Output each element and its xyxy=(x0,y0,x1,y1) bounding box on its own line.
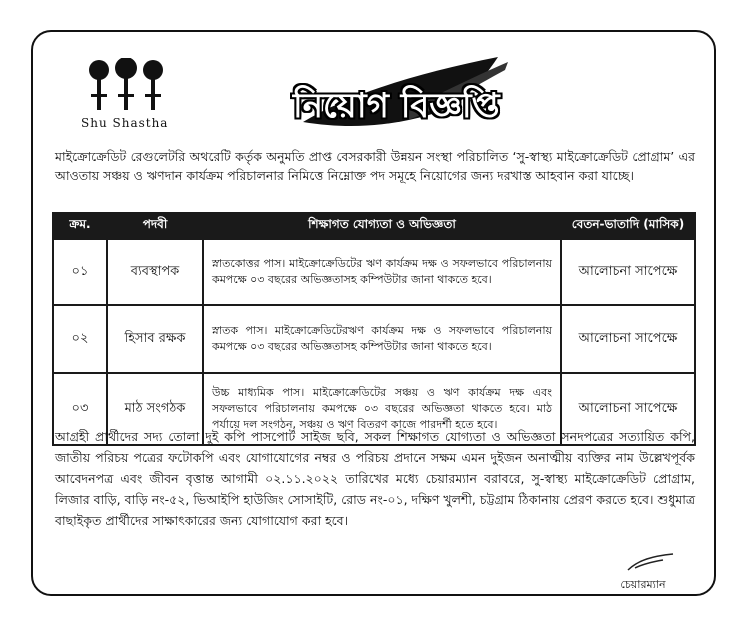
table-header-row xyxy=(53,213,695,239)
header-sl: ক্রম. xyxy=(53,213,107,239)
row-qualification: স্নাতকোত্তর পাস। মাইক্রোক্রেডিটের ঋণ কার্যক্রম দক্ষ ও সফলভাবে পরিচালনায় কমপক্ষে ০৩ বছরের অভিজ্ঞতাসহ কম্পিউটার জানা থাকতে হবে। xyxy=(203,239,561,305)
header-title: পদবী xyxy=(107,213,203,239)
tree-logo-icon xyxy=(81,58,171,116)
row-sl: ০২ xyxy=(53,305,107,373)
row-qualification: স্নাতক পাস। মাইক্রোক্রেডিটেরঋণ কার্যক্রম দক্ষ ও সফলভাবে পরিচালনায় কমপক্ষে ০৩ বছরের অভিজ্ঞতাসহ কম্পিউটার জানা থাকতে হবে। xyxy=(203,305,561,373)
org-logo xyxy=(81,58,201,128)
table-row xyxy=(53,305,695,373)
notice-frame xyxy=(31,30,716,596)
header-salary: বেতন-ভাতাদি (মাসিক) xyxy=(561,213,695,239)
signature-block xyxy=(593,552,693,592)
row-title: হিসাব রক্ষক xyxy=(107,305,203,373)
row-sl: ০১ xyxy=(53,239,107,305)
signature-scribble-icon xyxy=(623,552,683,574)
header-qualification: শিক্ষাগত যোগ্যতা ও অভিজ্ঞতা xyxy=(203,213,561,239)
row-title: মাঠ সংগঠক xyxy=(107,373,203,445)
row-salary: আলোচনা সাপেক্ষে xyxy=(561,373,695,445)
notice-title: নিয়োগ বিজ্ঞপ্তি xyxy=(293,86,500,126)
row-title: ব্যবস্থাপক xyxy=(107,239,203,305)
signer-designation: চেয়ারম্যান xyxy=(620,578,666,591)
notice-intro: মাইক্রোক্রেডিট রেগুলেটরি অথরেটি কর্তৃক অনুমতি প্রাপ্ত বেসরকারী উন্নয়ন সংস্থা পরিচালিত ‘সু-স্বাস্থ্য মাইক্রোক্রেডিট প্রোগ্রাম’ এর আওতায় সঞ্চয় ও ঋণদান কার্যক্রম পরিচালনার নিমিত্তে নিম্নোক্ত পদ সমূহে নিয়োগের জন্য দরখাস্ত আহবান করা যাচ্ছে। xyxy=(55,149,695,183)
table-row xyxy=(53,239,695,305)
row-qualification: উচ্চ মাধ্যমিক পাস। মাইক্রোক্রেডিটের সঞ্চয় ও ঋণ কার্যক্রম দক্ষ এবং সফলভাবে পরিচালনায় কমপক্ষে ০৩ বছরের অভিজ্ঞতা থাকতে হবে। মাঠ পর্যায়ে দল সংগঠন, সঞ্চয় ও ঋণ বিতরণ কাজে পারদর্শী হতে হবে। xyxy=(203,373,561,445)
notice-title-block xyxy=(283,52,513,142)
org-name: Shu Shastha xyxy=(81,116,169,130)
application-instructions: আগ্রহী প্রার্থীদের সদ্য তোলা দুই কপি পাসপোর্ট সাইজ ছবি, সকল শিক্ষাগত যোগ্যতা ও অভিজ্ঞতা সনদপত্রের সত্যায়িত কপি, জাতীয় পরিচয় পত্রের ফটোকপি এবং যোগাযোগের নম্বর ও পরিচয় প্রদানে সক্ষম এমন দুইজন অনাত্মীয় ব্যক্তির নাম উল্লেখপূর্বক আবেদনপত্র এবং জীবন বৃত্তান্ত আগামী ০২.১১.২০২২ তারিখের মধ্যে চেয়ারম্যান বরাবরে, সু-স্বাস্থ্য মাইক্রোক্রেডিট প্রোগ্রাম, লিজার বাড়ি, বাড়ি নং-৫২, ভিআইপি হাউজিং সোসাইটি, রোড নং-০১, দক্ষিণ খুলশী, চট্টগ্রাম ঠিকানায় প্রেরণ করতে হবে। শুধুমাত্র বাছাইকৃত প্রার্থীদের সাক্ষাৎকারের জন্য যোগাযোগ করা হবে। xyxy=(55,429,695,528)
row-salary: আলোচনা সাপেক্ষে xyxy=(561,239,695,305)
posts-table xyxy=(52,212,696,446)
row-sl: ০৩ xyxy=(53,373,107,445)
row-salary: আলোচনা সাপেক্ষে xyxy=(561,305,695,373)
